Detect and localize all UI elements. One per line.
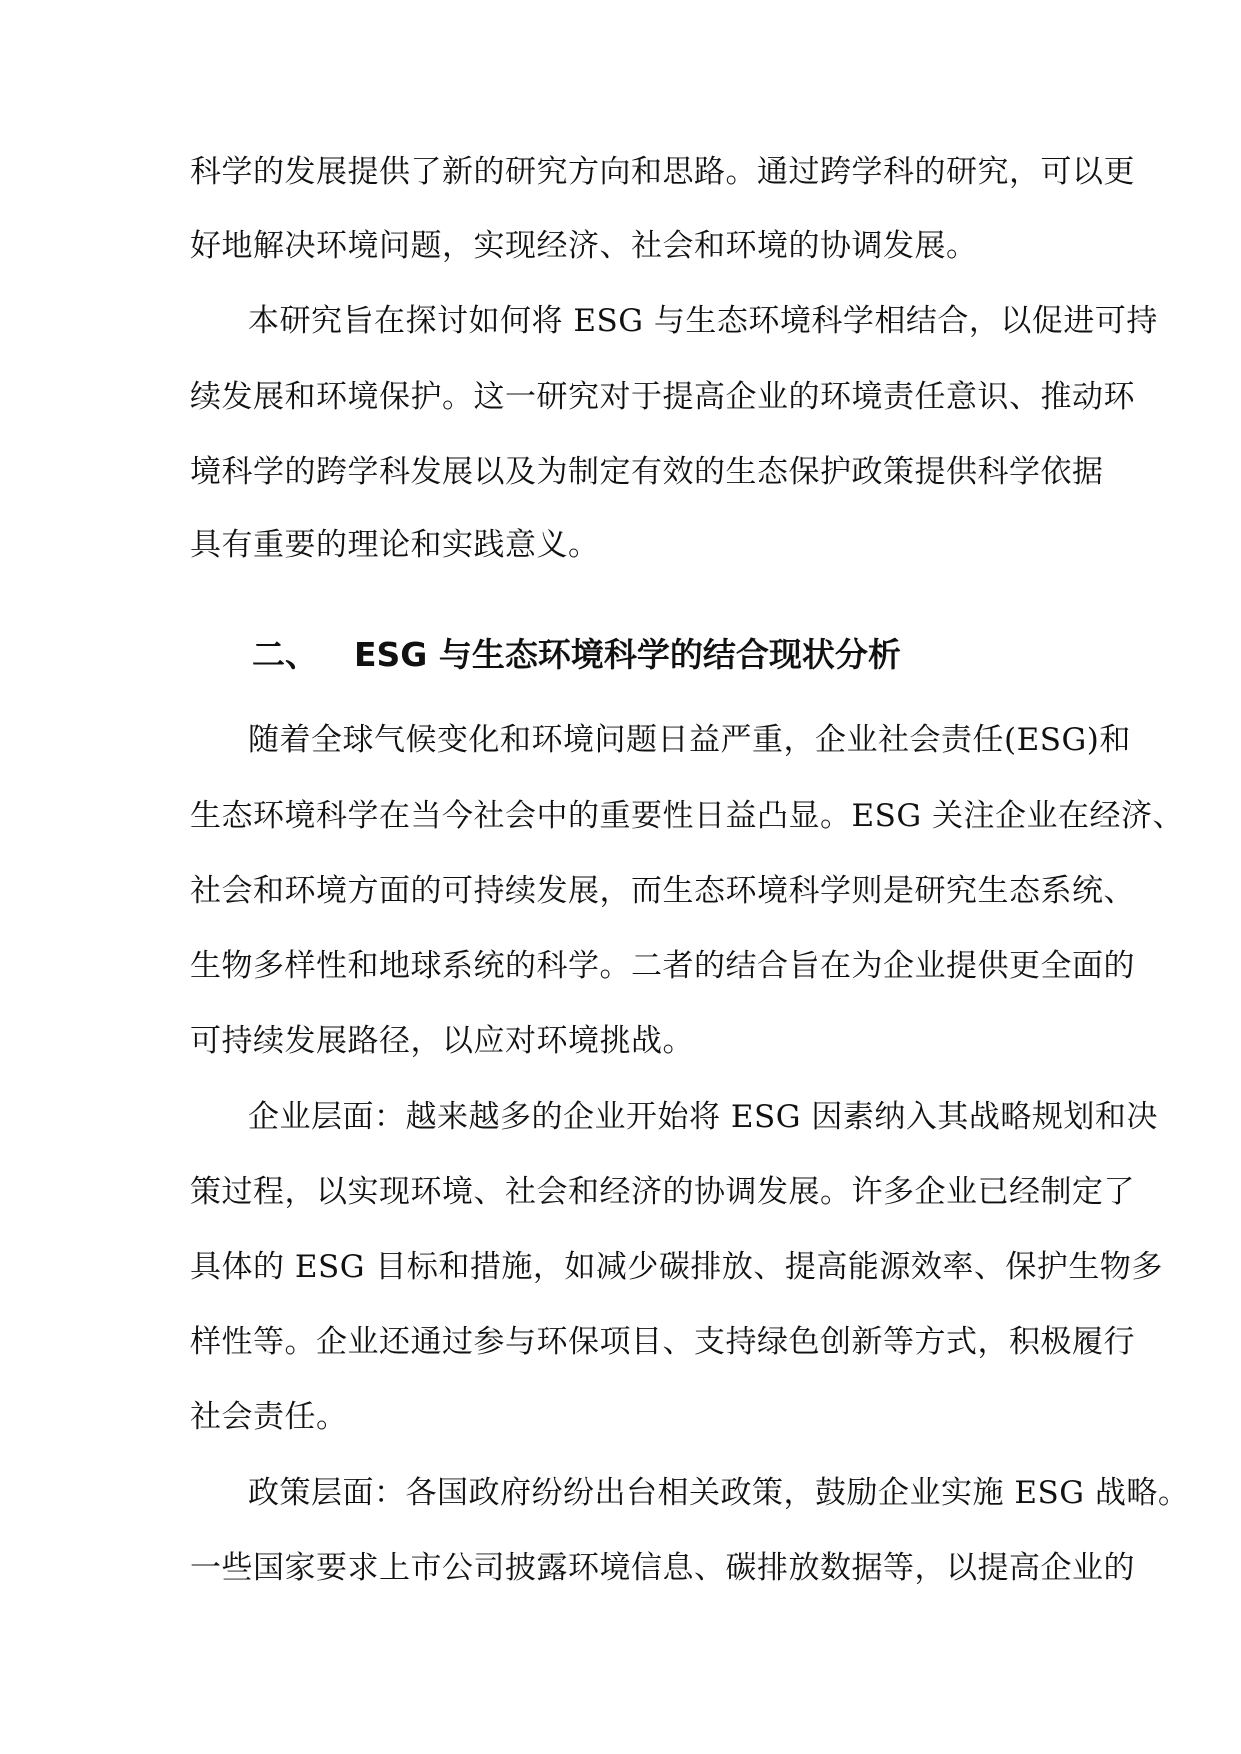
- section-number: 二、: [252, 635, 318, 674]
- paragraph-line: 一些国家要求上市公司披露环境信息、碳排放数据等，以提高企业的: [190, 1550, 1135, 1586]
- paragraph-line: 企业层面：越来越多的企业开始将 ESG 因素纳入其战略规划和决: [248, 1099, 1158, 1135]
- paragraph-line: 具体的 ESG 目标和措施，如减少碳排放、提高能源效率、保护生物多: [190, 1249, 1163, 1285]
- paragraph-line: 好地解决环境问题，实现经济、社会和环境的协调发展。: [190, 228, 978, 264]
- paragraph-line: 随着全球气候变化和环境问题日益严重，企业社会责任(ESG)和: [248, 722, 1131, 758]
- section-title: ESG 与生态环境科学的结合现状分析: [354, 635, 901, 674]
- paragraph-line: 可持续发展路径，以应对环境挑战。: [190, 1023, 694, 1059]
- paragraph-line: 续发展和环境保护。这一研究对于提高企业的环境责任意识、推动环: [190, 379, 1135, 415]
- paragraph-line: 样性等。企业还通过参与环保项目、支持绿色创新等方式，积极履行: [190, 1324, 1135, 1360]
- paragraph-line: 生态环境科学在当今社会中的重要性日益凸显。ESG 关注企业在经济、: [190, 798, 1184, 834]
- paragraph-line: 本研究旨在探讨如何将 ESG 与生态环境科学相结合，以促进可持: [248, 303, 1158, 339]
- paragraph-line: 政策层面：各国政府纷纷出台相关政策，鼓励企业实施 ESG 战略。: [248, 1475, 1190, 1511]
- paragraph-line: 生物多样性和地球系统的科学。二者的结合旨在为企业提供更全面的: [190, 948, 1135, 984]
- paragraph-line: 境科学的跨学科发展以及为制定有效的生态保护政策提供科学依据: [190, 454, 1104, 490]
- paragraph-line: 具有重要的理论和实践意义。: [190, 527, 600, 563]
- paragraph-line: 社会责任。: [190, 1399, 348, 1435]
- section-heading: [252, 633, 1072, 677]
- paragraph-line: 策过程，以实现环境、社会和经济的协调发展。许多企业已经制定了: [190, 1174, 1135, 1210]
- paragraph-line: 社会和环境方面的可持续发展，而生态环境科学则是研究生态系统、: [190, 873, 1135, 909]
- paragraph-line: 科学的发展提供了新的研究方向和思路。通过跨学科的研究，可以更: [190, 154, 1135, 190]
